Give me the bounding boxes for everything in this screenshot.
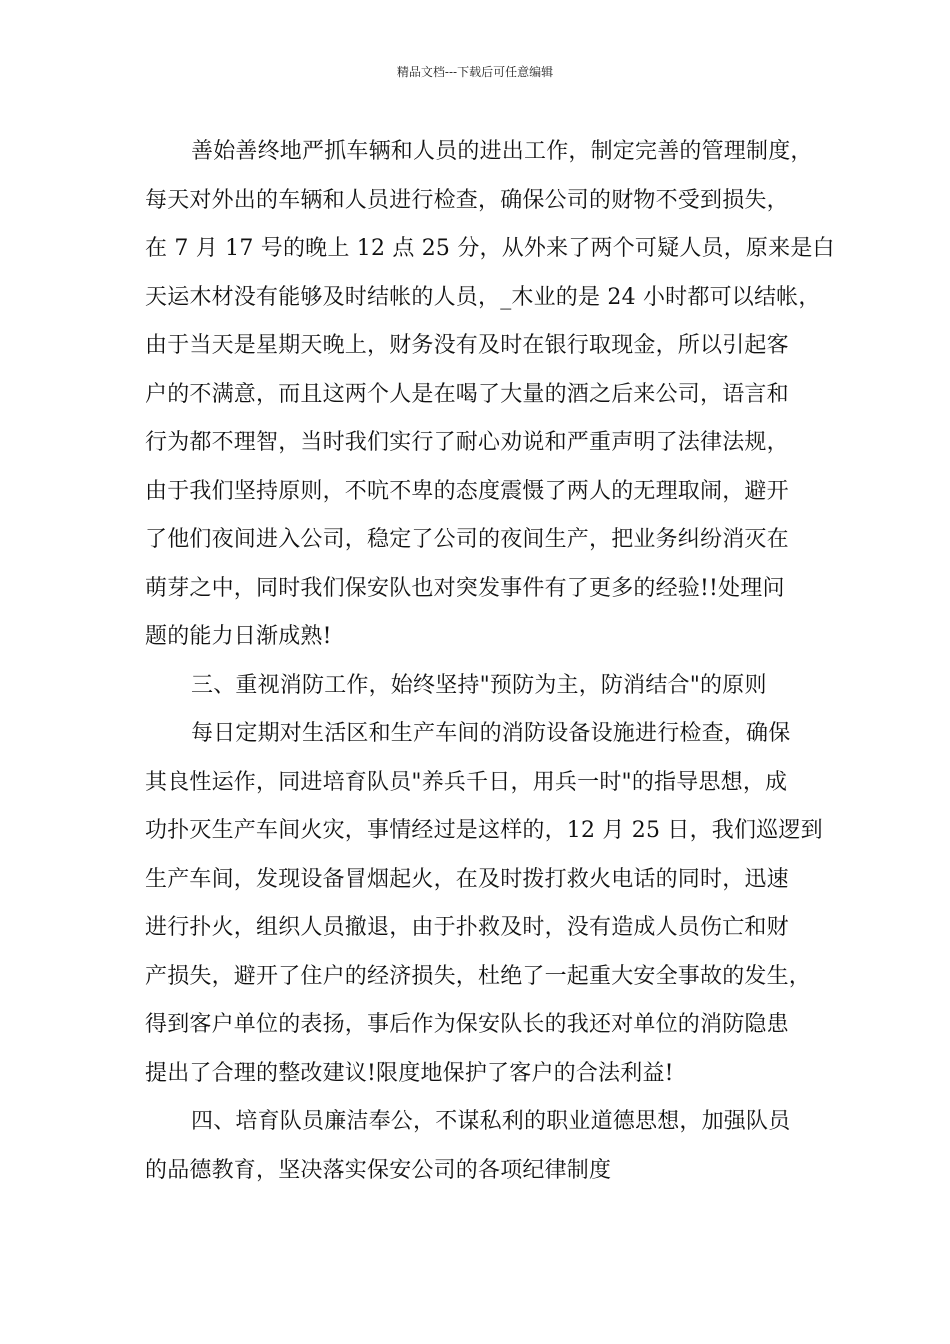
text-line: 其良性运作，同进培育队员"养兵千日，用兵一时"的指导思想，成 (145, 769, 788, 795)
text-line: 由于我们坚持原则，不吭不卑的态度震慑了两人的无理取闹，避开 (145, 478, 789, 504)
text-line: 得到客户单位的表扬，事后作为保安队长的我还对单位的消防隐患 (145, 1012, 789, 1037)
section-heading: 四、培育队员廉洁奉公，不谋私利的职业道德思想，加强队员 (191, 1109, 791, 1134)
text-line: 的品德教育，坚决落实保安公司的各项纪律制度 (145, 1157, 612, 1183)
text-line: 生产车间，发现设备冒烟起火，在及时拨打救火电话的同时，迅速 (145, 866, 789, 892)
text-line: 善始善终地严抓车辆和人员的进出工作，制定完善的管理制度， (191, 139, 813, 164)
section-heading: 三、重视消防工作，始终坚持"预防为主，防消结合"的原则 (191, 672, 767, 698)
text-line: 由于当天是星期天晚上，财务没有及时在银行取现金，所以引起客 (145, 333, 789, 358)
text-line: 产损失，避开了住户的经济损失，杜绝了一起重大安全事故的发生， (145, 963, 812, 989)
text-line: 进行扑火，组织人员撤退，由于扑救及时，没有造成人员伤亡和财 (145, 915, 789, 940)
text-line: 萌芽之中，同时我们保安队也对突发事件有了更多的经验!!处理问 (145, 575, 785, 601)
text-line: 了他们夜间进入公司，稳定了公司的夜间生产，把业务纠纷消灭在 (145, 527, 789, 552)
text-line: 每日定期对生活区和生产车间的消防设备设施进行检查，确保 (191, 721, 791, 746)
page-header: 精品文档---下载后可任意编辑 (396, 65, 554, 79)
text-line: 功扑灭生产车间火灾，事情经过是这样的，12 月 25 日，我们巡逻到 (145, 818, 823, 843)
document-body (145, 128, 835, 1195)
text-line: 行为都不理智，当时我们实行了耐心劝说和严重声明了法律法规， (145, 430, 789, 455)
text-line: 提出了合理的整改建议!限度地保护了客户的合法利益! (145, 1060, 674, 1086)
text-line: 在 7 月 17 号的晚上 12 点 25 分，从外来了两个可疑人员，原来是白 (145, 236, 835, 261)
text-line: 户的不满意，而且这两个人是在喝了大量的酒之后来公司，语言和 (145, 381, 789, 407)
text-line: 每天对外出的车辆和人员进行检查，确保公司的财物不受到损失， (145, 187, 789, 213)
text-line: 天运木材没有能够及时结帐的人员，_木业的是 24 小时都可以结帐， (145, 284, 821, 310)
text-line: 题的能力日渐成熟! (145, 624, 332, 649)
